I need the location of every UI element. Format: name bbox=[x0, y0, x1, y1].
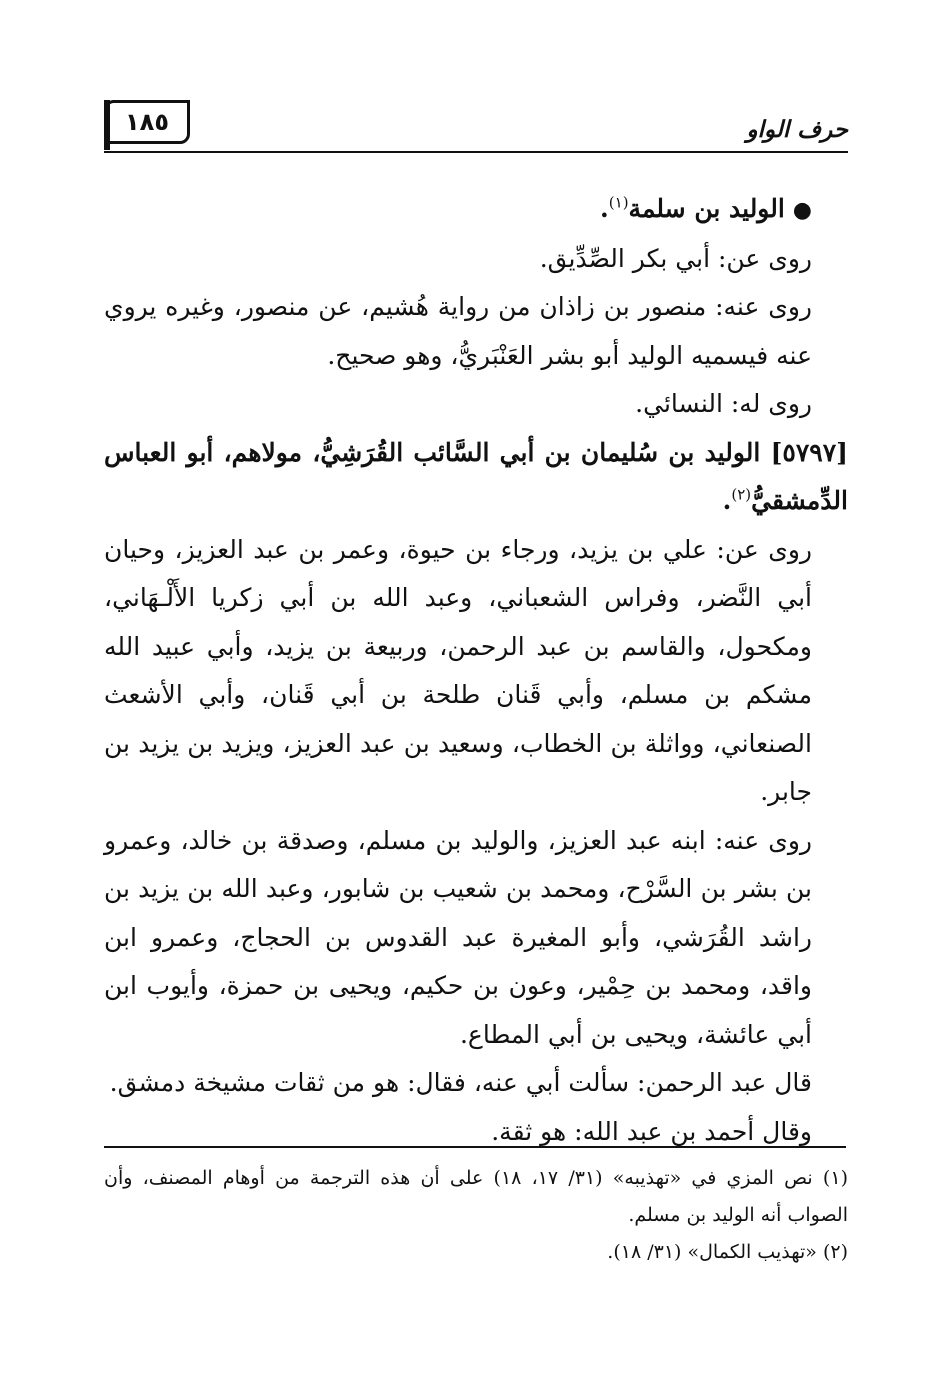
entry-name: الوليد بن سلمة bbox=[628, 194, 785, 223]
entry-heading bbox=[104, 429, 848, 526]
footnote-text: «تهذيب الكمال» (٣١/ ١٨). bbox=[607, 1241, 817, 1263]
header-rule bbox=[104, 151, 848, 153]
page-number: ١٨٥ bbox=[104, 100, 190, 144]
footnote-number: (٢) bbox=[822, 1241, 848, 1263]
page-header bbox=[104, 96, 848, 160]
footnote-number: (١) bbox=[822, 1167, 848, 1189]
page-body bbox=[104, 185, 848, 1156]
footnotes bbox=[104, 1160, 848, 1271]
footnote-rule bbox=[104, 1146, 846, 1148]
paragraph: روى عنه: ابنه عبد العزيز، والوليد بن مسلم، وصدقة بن خالد، وعمرو بن بشر بن السَّرْح، ومحمد بن شعيب بن شابور، وعبد الله بن يزيد بن راشد القُرَشي، وأبو المغيرة عبد القدوس بن الحجاج، وعمرو ابن واقد، ومحمد بن حِمْير، وعون بن حكيم، ويحيى بن حمزة، وأيوب ابن أبي عائشة، ويحيى بن أبي المطاع. bbox=[104, 825, 812, 1049]
entry-heading bbox=[104, 185, 848, 235]
footnote bbox=[104, 1160, 848, 1234]
entry-heading-end: . bbox=[600, 194, 609, 223]
footnote bbox=[104, 1234, 848, 1271]
paragraph: روى عنه: منصور بن زاذان من رواية هُشيم، عن منصور، وغيره يروي عنه فيسميه الوليد أبو بشر العَنْبَريُّ، وهو صحيح. bbox=[104, 292, 812, 370]
paragraph: وقال أحمد بن عبد الله: هو ثقة. bbox=[491, 1116, 812, 1146]
paragraph: روى له: النسائي. bbox=[635, 389, 812, 418]
paragraph: روى عن: علي بن يزيد، ورجاء بن حيوة، وعمر بن عبد العزيز، وحيان أبي النَّضر، وفراس الشعباني، وعبد الله بن أبي زكريا الأَلْـهَاني، ومكحول، والقاسم بن عبد الرحمن، وربيعة بن يزيد، وأبي عبيد الله مشكم بن مسلم، وأبي قَنان طلحة بن أبي قَنان، وأبي الأشعث الصنعاني، وواثلة بن الخطاب، وسعيد بن عبد العزيز، ويزيد بن يزيد بن جابر. bbox=[104, 534, 812, 806]
entry-number: [٥٧٩٧] bbox=[770, 437, 848, 467]
footnote-text: نص المزي في «تهذيبه» (٣١/ ١٧، ١٨) على أن هذه الترجمة من أوهام المصنف، وأن الصواب أنه الوليد بن مسلم. bbox=[104, 1167, 848, 1226]
entry-heading-end: . bbox=[722, 486, 732, 515]
bullet-icon: ● bbox=[792, 197, 812, 223]
entry-name: الوليد بن سُليمان بن أبي السَّائب القُرَشِيُّ، مولاهم، أبو العباس الدِّمشقيُّ bbox=[104, 437, 848, 515]
footnote-marker: (١) bbox=[608, 193, 629, 212]
footnote-marker: (٢) bbox=[731, 485, 752, 504]
paragraph: قال عبد الرحمن: سألت أبي عنه، فقال: هو من ثقات مشيخة دمشق. bbox=[109, 1068, 812, 1097]
running-title: حرف الواو bbox=[746, 116, 848, 143]
paragraph: روى عن: أبي بكر الصِّدِّيق. bbox=[539, 243, 812, 273]
